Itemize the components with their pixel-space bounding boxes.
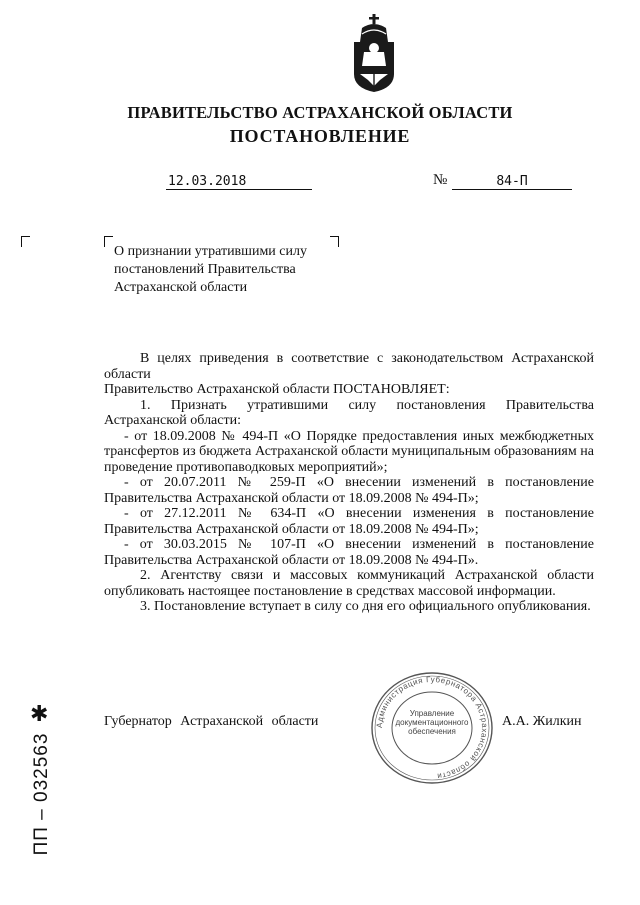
star-mark: ✱	[30, 702, 49, 727]
stamp-center-text: Управление документационного обеспечения	[395, 709, 469, 736]
resolution-clause: Правительство Астраханской области ПОСТАНОВЛЯЕТ:	[104, 382, 450, 397]
sub-item: - от 18.09.2008 № 494-П «О Порядке предоставления иных межбюджетных трансфертов из бюджета Астраханской области муниципальным образованиям на проведение противопаводковых мероприятий»;	[104, 428, 594, 475]
preamble: В целях приведения в соответствие с законодательством Астраханской области	[104, 351, 594, 382]
item-2: 2. Агентству связи и массовых коммуникаций Астраханской области опубликовать настоящее постановление в средствах массовой информации.	[104, 568, 594, 599]
subject-line: Астраханской области	[114, 280, 248, 295]
signatory-name: А.А. Жилкин	[502, 714, 582, 729]
document-type: ПОСТАНОВЛЕНИЕ	[229, 126, 411, 146]
subject-line: постановлений Правительства	[114, 262, 296, 277]
document-number: 84-П	[452, 174, 572, 190]
signatory-position: Губернатор Астраханской области	[104, 714, 319, 729]
item-3: 3. Постановление вступает в силу со дня его официального опубликования.	[140, 599, 591, 614]
sub-item: - от 30.03.2015 № 107-П «О внесении изменений в постановление Правительства Астраханской области от 18.09.2008 № 494-П».	[104, 537, 594, 568]
number-label: №	[433, 172, 448, 188]
document-subject	[114, 243, 354, 297]
organization-title: ПРАВИТЕЛЬСТВО АСТРАХАНСКОЙ ОБЛАСТИ	[127, 103, 513, 122]
registration-code: ПП – 032563	[31, 732, 52, 856]
sub-item: - от 20.07.2011 № 259-П «О внесении изменений в постановление Правительства Астраханской области от 18.09.2008 № 494-П»;	[104, 475, 594, 506]
stamp-ring-text: Администрация Губернатора Астраханской области	[374, 674, 490, 781]
sub-item: - от 27.12.2011 № 634-П «О внесении изменения в постановление Правительства Астраханской области от 18.09.2008 № 494-П»;	[104, 506, 594, 537]
margin-corner-mark	[21, 236, 30, 247]
item-1: 1. Признать утратившими силу постановления Правительства Астраханской области:	[104, 397, 594, 428]
subject-corner-left	[104, 236, 113, 247]
coat-of-arms-icon	[350, 12, 398, 94]
subject-line: О признании утратившими силу	[114, 244, 307, 259]
document-date: 12.03.2018	[166, 174, 312, 190]
document-body	[104, 351, 594, 615]
